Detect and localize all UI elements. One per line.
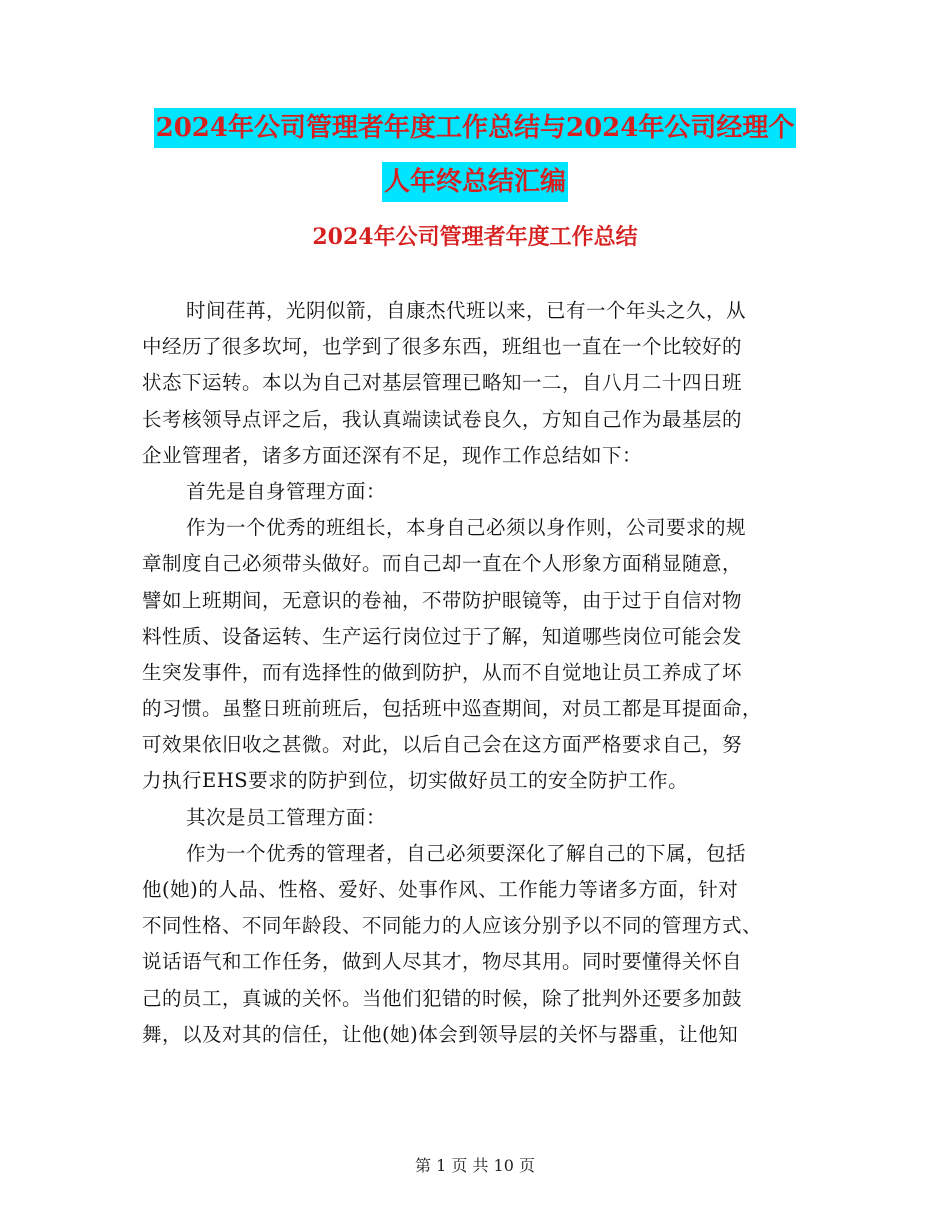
paragraph-line: 他(她)的人品、性格、爱好、处事作风、工作能力等诸多方面，针对 [142, 878, 739, 901]
paragraph-line: 可效果依旧收之甚微。对此，以后自己会在这方面严格要求自己，努 [142, 733, 743, 757]
paragraph-line: 作为一个优秀的班组长，本身自己必须以身作则，公司要求的规 [186, 516, 747, 540]
paragraph-line: 的习惯。虽整日班前班后，包括班中巡查期间，对员工都是耳提面命， [142, 697, 763, 721]
paragraph-line: 章制度自己必须带头做好。而自己却一直在个人形象方面稍显随意， [142, 552, 743, 576]
paragraph-line: 舞，以及对其的信任，让他(她)体会到领导层的关怀与器重，让他知 [142, 1022, 739, 1046]
paragraph-line: 作为一个优秀的管理者，自己必须要深化了解自己的下属，包括 [186, 841, 747, 865]
paragraph-line: 生突发事件，而有选择性的做到防护，从而不自觉地让员工养成了坏 [142, 660, 743, 684]
page-footer: 第 1 页 共 10 页 [415, 1156, 535, 1175]
paragraph-line: 状态下运转。本以为自己对基层管理已略知一二，自八月二十四日班 [142, 371, 743, 395]
paragraph-line: 料性质、设备运转、生产运行岗位过于了解，知道哪些岗位可能会发 [142, 624, 743, 648]
paragraph-line: 说话语气和工作任务，做到人尽其才，物尽其用。同时要懂得关怀自 [142, 950, 743, 974]
subheading-line: 其次是员工管理方面： [186, 805, 387, 829]
paragraph-line: 长考核领导点评之后，我认真端读试卷良久，方知自己作为最基层的 [142, 407, 743, 431]
section-heading: 2024年公司管理者年度工作总结 [312, 224, 638, 250]
paragraph-line: 譬如上班期间，无意识的卷袖，不带防护眼镜等，由于过于自信对物 [142, 588, 743, 612]
title-line-2: 人年终总结汇编 [382, 162, 568, 202]
subheading-line: 首先是自身管理方面： [186, 479, 387, 503]
paragraph-line: 中经历了很多坎坷，也学到了很多东西，班组也一直在一个比较好的 [142, 335, 743, 359]
body-text [142, 293, 802, 1053]
paragraph-line: 企业管理者，诸多方面还深有不足，现作工作总结如下： [142, 443, 643, 467]
paragraph-line: 力执行EHS要求的防护到位，切实做好员工的安全防护工作。 [142, 769, 689, 793]
title-line-1: 2024年公司管理者年度工作总结与2024年公司经理个 [154, 108, 797, 148]
paragraph-line: 不同性格、不同年龄段、不同能力的人应该分别予以不同的管理方式、 [142, 914, 763, 938]
paragraph-line: 己的员工，真诚的关怀。当他们犯错的时候，除了批判外还要多加鼓 [142, 986, 743, 1010]
document-title [0, 108, 950, 202]
paragraph-line: 时间荏苒，光阴似箭，自康杰代班以来，已有一个年头之久，从 [186, 299, 747, 322]
